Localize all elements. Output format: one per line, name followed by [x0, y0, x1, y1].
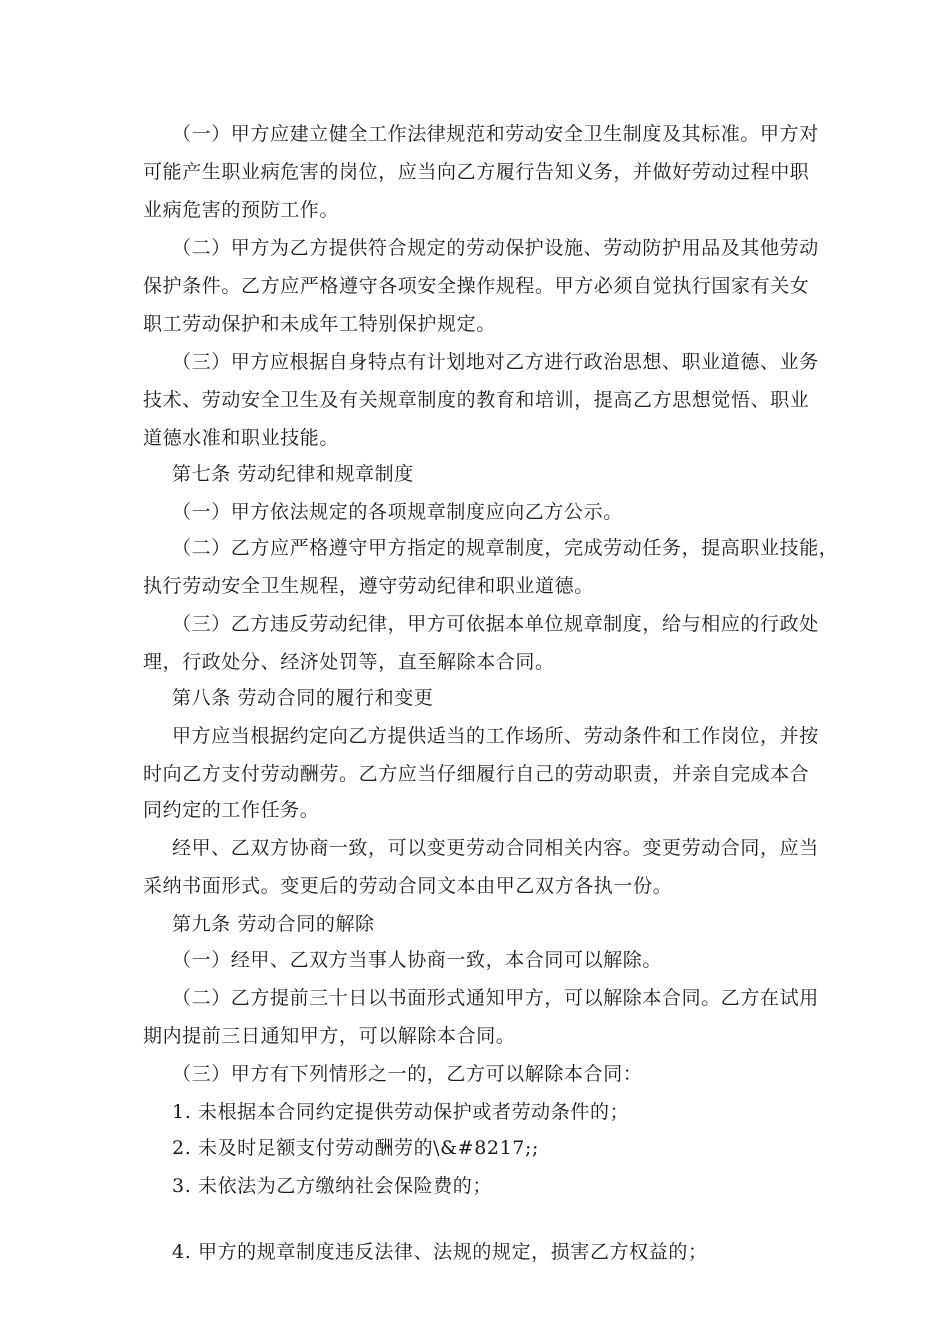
paragraph-line: 采纳书面形式。变更后的劳动合同文本由甲乙双方各执一份。 — [143, 875, 673, 897]
paragraph-line: 保护条件。乙方应严格遵守各项安全操作规程。甲方必须自觉执行国家有关女 — [143, 275, 810, 297]
paragraph-line: 执行劳动安全卫生规程，遵守劳动纪律和职业道德。 — [143, 575, 594, 597]
paragraph-line: （三）甲方有下列情形之一的，乙方可以解除本合同： — [172, 1063, 643, 1085]
paragraph-line: （三）乙方违反劳动纪律，甲方可依据本单位规章制度，给与相应的行政处 — [172, 613, 819, 635]
paragraph-line: 职工劳动保护和未成年工特别保护规定。 — [143, 313, 496, 335]
paragraph-line: 道德水准和职业技能。 — [143, 427, 340, 449]
paragraph-line: 业病危害的预防工作。 — [143, 199, 340, 221]
paragraph-line: （一）甲方应建立健全工作法律规范和劳动安全卫生制度及其标准。甲方对 — [172, 123, 819, 145]
list-item: 4. 甲方的规章制度违反法律、法规的规定，损害乙方权益的； — [172, 1241, 708, 1263]
paragraph-line: 期内提前三日通知甲方，可以解除本合同。 — [143, 1025, 516, 1047]
paragraph-line: （二）乙方应严格遵守甲方指定的规章制度，完成劳动任务，提高职业技能， — [172, 537, 839, 559]
paragraph-line: （二）乙方提前三十日以书面形式通知甲方，可以解除本合同。乙方在试用 — [172, 987, 819, 1009]
paragraph-line: （一）甲方依法规定的各项规章制度应向乙方公示。 — [172, 501, 623, 523]
paragraph-line: （三）甲方应根据自身特点有计划地对乙方进行政治思想、职业道德、业务 — [172, 351, 819, 373]
paragraph-line: （一）经甲、乙双方当事人协商一致，本合同可以解除。 — [172, 949, 663, 971]
section-heading: 第九条 劳动合同的解除 — [172, 913, 375, 935]
paragraph-line: 技术、劳动安全卫生及有关规章制度的教育和培训，提高乙方思想觉悟、职业 — [143, 389, 810, 411]
paragraph-line: 同约定的工作任务。 — [143, 799, 320, 821]
list-item: 1. 未根据本合同约定提供劳动保护或者劳动条件的； — [172, 1101, 630, 1123]
list-item: 2. 未及时足额支付劳动酬劳的\&#8217;; — [172, 1137, 539, 1159]
list-item: 3. 未依法为乙方缴纳社会保险费的； — [172, 1175, 492, 1197]
section-heading: 第七条 劳动纪律和规章制度 — [172, 463, 414, 485]
paragraph-line: 可能产生职业病危害的岗位，应当向乙方履行告知义务，并做好劳动过程中职 — [143, 161, 810, 183]
paragraph-line: 甲方应当根据约定向乙方提供适当的工作场所、劳动条件和工作岗位，并按 — [172, 725, 819, 747]
section-heading: 第八条 劳动合同的履行和变更 — [172, 687, 434, 709]
paragraph-line: 时向乙方支付劳动酬劳。乙方应当仔细履行自己的劳动职责，并亲自完成本合 — [143, 763, 810, 785]
paragraph-line: 理，行政处分、经济处罚等，直至解除本合同。 — [143, 651, 555, 673]
paragraph-line: 经甲、乙双方协商一致，可以变更劳动合同相关内容。变更劳动合同，应当 — [172, 837, 819, 859]
paragraph-line: （二）甲方为乙方提供符合规定的劳动保护设施、劳动防护用品及其他劳动 — [172, 237, 819, 259]
